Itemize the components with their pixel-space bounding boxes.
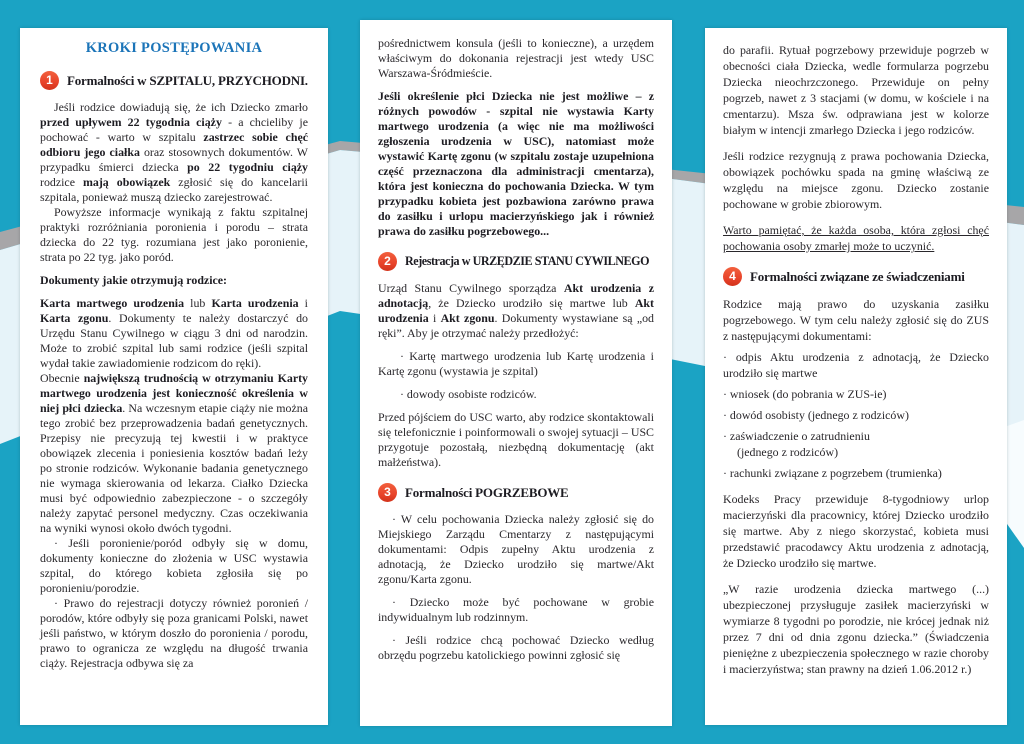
paragraph: · wniosek (do pobrania w ZUS-ie) <box>723 387 887 401</box>
paragraph: Urząd Stanu Cywilnego sporządza Akt urodzenia z adnotacją, że Dziecko urodziło się martwe lub Akt urodzenia i Akt zgonu. Dokumenty wystawiane są „od ręki”. Aby je otrzymać należy przedłożyć: <box>378 281 655 340</box>
brochure-panel-2 <box>360 20 672 726</box>
section-heading <box>378 483 654 502</box>
paragraph: Karta martwego urodzenia lub Karta urodzenia i Karta zgonu. Dokumenty te należy dostarczyć do Urzędu Stanu Cywilnego w ciągu 3 dni od narodzin. Może to zrobić szpital lub sami rodzice (jeśli szpital wydał takie zawiadomienie rodzicom do ręki). <box>40 296 308 370</box>
column-1 <box>40 40 308 671</box>
section-title: Formalności POGRZEBOWE <box>405 484 569 500</box>
section-heading <box>723 267 989 286</box>
paragraph: · rachunki związane z pogrzebem (trumienka) <box>723 466 942 480</box>
paragraph: Dokumenty jakie otrzymują rodzice: <box>40 273 228 287</box>
brochure-title: KROKI POSTĘPOWANIA <box>85 40 263 56</box>
paragraph: · Jeśli rodzice chcą pochować Dziecko według obrzędu pogrzebu katolickiego powinni zgłosić się <box>378 633 654 662</box>
paragraph: Jeśli rodzice dowiadują się, że ich Dziecko zmarło przed upływem 22 tygodnia ciąży - a chcieliby je pochować - warto w szpitalu zastrzec sobie chęć odbioru jego ciałka oraz stosownych dokumentów. W przypadku śmierci dziecka po 22 tygodniu ciąży rodzice mają obowiązek zgłosić się do kancelarii szpitala, ponieważ muszą dziecko zarejestrować. <box>40 100 308 204</box>
paragraph: Rodzice mają prawo do uzyskania zasiłku pogrzebowego. W tym celu należy zgłosić się do ZUS z następującymi dokumentami: <box>723 297 989 343</box>
section-title: Formalności związane ze świadczeniami <box>750 268 965 284</box>
paragraph: · Jeśli poronienie/poród odbyły się w domu, dokumenty konieczne do złożenia w USC wystawia szpital, do którego kobieta zgłosiła się po poronieniu/porodzie. <box>40 536 308 595</box>
paragraph: do parafii. Rytuał pogrzebowy przewiduje pogrzeb w obecności ciała Dziecka, wedle formularza pogrzebu Dziecka nieochrzczonego. Przewiduje on pełny pogrzeb, nawet z 3 stacjami (w domu, w kościele i na cmentarzu). Msza św. odprawiana jest w kolorze białym w intencji zmarłego Dziecka i jego rodziców. <box>723 43 989 137</box>
paragraph: Jeśli rodzice rezygnują z prawa pochowania Dziecka, obowiązek pochówku spada na gminę właściwą ze względu na miejsce zgonu. Dziecko zostanie pochowane w grobie zbiorowym. <box>723 149 989 211</box>
paragraph: Warto pamiętać, że każda osoba, która zgłosi chęć pochowania osoby zmarłej może to uczynić. <box>723 223 989 253</box>
section-title: Rejestracja w URZĘDZIE STANU CYWILNEGO <box>405 254 650 268</box>
section-heading <box>40 71 308 90</box>
paragraph: · zaświadczenie o zatrudnieniu <box>723 429 870 443</box>
section-title: Formalności w SZPITALU, PRZYCHODNI. <box>67 72 308 88</box>
paragraph: Obecnie największą trudnością w otrzymaniu Karty martwego urodzenia jest konieczność określenia w niej płci dziecka. Na wczesnym etapie ciąży nie można tego zrobić bez przeprowadzenia badań genetycznych. Przepisy nie precyzują tej kwestii i w praktyce obowiązek zlecenia i poniesienia kosztów badań leży po stronie rodziców. Wykonanie badania genetycznego nie wymaga skierowania od lekarza. Ciałko Dziecka musi być odpowiednio zabezpieczone - o szczegóły należy zapytać personel medyczny. Czas oczekiwania na wyniki wynosi około dwóch tygodni. <box>40 371 309 535</box>
paragraph: pośrednictwem konsula (jeśli to konieczne), a urzędem właściwym do dokonania rejestracji jest wtedy USC Warszawa-Śródmieście. <box>378 36 654 80</box>
paragraph: Powyższe informacje wynikają z faktu szpitalnej praktyki rozróżniania poronienia i porodu – strata dziecka do 22 tyg. rozumiana jest jako poronienie, strata po 22 tyg. jako poród. <box>40 205 308 264</box>
brochure-panel-1 <box>20 28 328 725</box>
paragraph: · Kartę martwego urodzenia lub Kartę urodzenia i Kartę zgonu (wystawia je szpital) <box>378 349 654 378</box>
paragraph: · Prawo do rejestracji dotyczy również poronień / porodów, które odbyły się poza granicami Polski, nawet jeśli państwo, w którym doszło do poronienia / porodu, prawo to ogranicza ze względu na długość trwania ciąży. Rejestracja odbywa się za <box>40 596 308 670</box>
paragraph: · odpis Aktu urodzenia z adnotacją, że Dziecko urodziło się martwe <box>723 350 989 380</box>
step-badge: 3 <box>378 483 397 502</box>
brochure-panel-3 <box>705 28 1007 725</box>
paragraph: Kodeks Pracy przewiduje 8-tygodniowy urlop macierzyński dla pracownicy, której Dziecko urodziło się martwe. Aby z niego skorzystać, kobieta musi przedstawić pracodawcy Aktu urodzenia z adnotacją, że Dziecko urodziło się martwe. <box>723 492 989 570</box>
column-2 <box>378 36 654 663</box>
paragraph: Przed pójściem do USC warto, aby rodzice skontaktowali się telefonicznie i poinformowali o swojej sytuacji – USC przygotuje pozostałą, niezbędną dokumentację (akt małżeństwa). <box>378 410 654 469</box>
paragraph: Jeśli określenie płci Dziecka nie jest możliwe – z różnych powodów - szpital nie wystawia Karty martwego urodzenia (a więc nie ma możliwości zgłoszenia urodzenia w USC), natomiast może wystawić Kartę zgonu (w szpitalu zostaje uzupełniona część przeznaczona dla administracji cmentarza), która jest konieczna do pochowania Dziecka. W tym przypadku kobieta jest pozbawiona zarówno prawa do zasiłku i urlopu macierzyńskiego jak i również prawa do zasiłku pogrzebowego... <box>378 89 654 238</box>
column-3 <box>723 42 989 677</box>
paragraph: · dowód osobisty (jednego z rodziców) <box>723 408 909 422</box>
paragraph: · Dziecko może być pochowane w grobie indywidualnym lub rodzinnym. <box>378 595 654 624</box>
paragraph: · W celu pochowania Dziecka należy zgłosić się do Miejskiego Zarządu Cmentarzy z następującymi dokumentami: Odpis zupełny Aktu urodzenia z adnotacją, że Dziecko urodziło się martwe/Akt zgonu/Karta zgonu. <box>378 512 654 586</box>
section-heading <box>378 252 654 271</box>
step-badge: 1 <box>40 71 59 90</box>
paragraph: (jednego z rodziców) <box>737 445 839 459</box>
step-badge: 4 <box>723 267 742 286</box>
paragraph: „W razie urodzenia dziecka martwego (...) ubezpieczonej przysługuje zasiłek macierzyński w wymiarze 8 tygodni po porodzie, nie krócej jednak niż przez 7 dni od dnia zgonu dziecka.” (Świadczenia pieniężne z ubezpieczenia społecznego w razie choroby i macierzyństwa; stan prawny na dzień 1.06.2012 r.) <box>723 582 989 676</box>
paragraph: · dowody osobiste rodziców. <box>400 387 537 401</box>
step-badge: 2 <box>378 252 397 271</box>
